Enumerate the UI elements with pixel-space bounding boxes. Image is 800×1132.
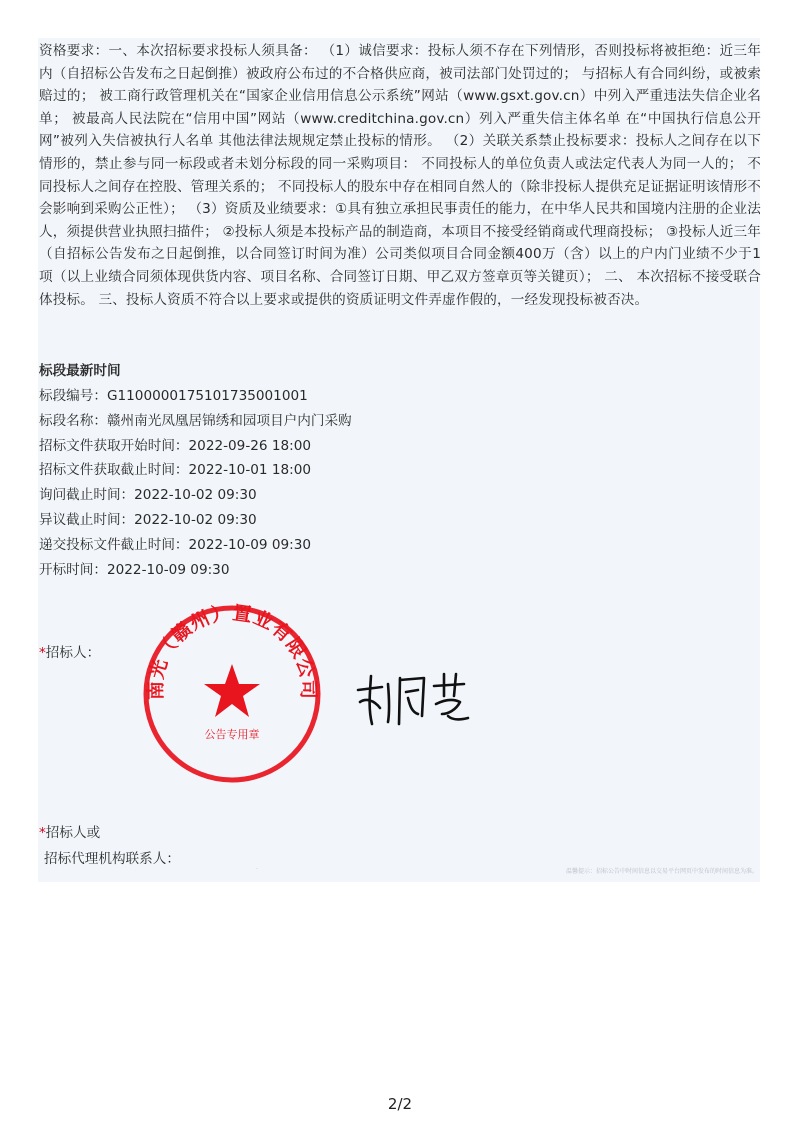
contact-label — [39, 821, 100, 841]
info-row-doc-end — [39, 458, 352, 483]
info-value: 2022-10-02 09:30 — [134, 487, 257, 504]
handwritten-signature — [352, 668, 476, 732]
info-row-section-name — [39, 409, 352, 434]
info-label: 异议截止时间： — [39, 511, 135, 528]
info-label: 招标文件获取截止时间： — [39, 462, 189, 479]
company-seal-stamp — [138, 600, 326, 788]
info-row-opening-time — [39, 558, 352, 583]
seal-type-text: 公告专用章 — [204, 728, 260, 741]
info-value: 2022-10-02 09:30 — [134, 511, 257, 528]
info-value: G1100000175101735001001 — [106, 388, 308, 404]
info-label: 标段名称： — [39, 412, 107, 429]
required-star: * — [39, 825, 46, 841]
info-value: 赣州南光凤凰居锦绣和园项目户内门采购 — [106, 412, 352, 429]
info-label: 招标文件获取开始时间： — [39, 437, 189, 454]
info-value: 2022-09-26 18:00 — [188, 437, 312, 454]
required-star: * — [39, 645, 46, 661]
info-row-submission-deadline — [39, 533, 352, 558]
info-row-inquiry-deadline — [39, 483, 352, 508]
footnote-text: 温馨提示：招标公告中时间信息以交易平台网页中发布的时间信息为准。 — [565, 868, 758, 875]
info-value: 2022-10-01 18:00 — [188, 462, 312, 479]
page-number: 2/2 — [387, 1095, 413, 1113]
qualification-requirements-text: 资格要求：一、本次招标要求投标人须具备： （1）诚信要求：投标人须不存在下列情形，否则投标将被拒绝：近三年内（自招标公告发布之日起倒推）被政府公布过的不合格供应商，被司法部门处罚过的； 与招标人有合同纠纷，或被索赔过的； 被工商行政管理机关在“国家企业信用信息公示系统”网站（www.gsxt.gov.cn）中列入严重违法失信企业名单； 被最高人民法院在“信用中国”网站（www.creditchina.gov.cn）列入严重失信主体名单 在“中国执行信息公开网”被列入失信被执行人名单 其他法律法规规定禁止投标的情形。 （2）关联关系禁止投标要求：投标人之间存在以下情形的，禁止参与同一标段或者未划分标段的同一采购项目： 不同投标人的单位负责人或法定代表人为同一人的； 不同投标人之间存在控股、管理关系的； 不同投标人的股东中存在相同自然人的（除非投标人提供充足证据证明该情形不会影响到采购公正性）； （3）资质及业绩要求：①具有独立承担民事责任的能力，在中华人民共和国境内注册的企业法人，须提供营业执照扫描件； ②投标人须是本投标产品的制造商，本项目不接受经销商或代理商投标； ③投标人近三年（自招标公告发布之日起倒推，以合同签订时间为准）公司类似项目合同金额400万（含）以上的户内门业绩不少于1项（以上业绩合同须体现供货内容、项目名称、合同签订日期、甲乙双方签章页等关键页）； 二、 本次招标不接受联合体投标。 三、投标人资质不符合以上要求或提供的资质证明文件弄虚作假的，一经发现投标被否决。 — [39, 43, 761, 308]
info-value: 2022-10-09 09:30 — [106, 561, 230, 578]
info-value: 2022-10-09 09:30 — [188, 536, 312, 553]
section-title: 标段最新时间 — [39, 363, 121, 379]
tenderer-label-text: 招标人： — [45, 645, 101, 661]
contact-label-line1: 招标人或 — [45, 825, 101, 841]
tenderer-label — [39, 641, 100, 661]
info-label: 标段编号： — [39, 388, 107, 404]
info-label: 开标时间： — [39, 561, 107, 578]
separator-dot: · — [256, 866, 258, 873]
seal-star-icon — [204, 664, 260, 717]
bid-section-info-list — [39, 384, 352, 582]
info-label: 递交投标文件截止时间： — [39, 536, 189, 553]
contact-label-line2: 招标代理机构联系人： — [44, 851, 180, 867]
info-row-doc-start — [39, 434, 352, 459]
seal-company-name: 南光（赣州）置业有限公司 — [144, 602, 320, 701]
info-row-section-number — [39, 384, 352, 409]
info-label: 询问截止时间： — [39, 487, 135, 504]
info-row-objection-deadline — [39, 508, 352, 533]
